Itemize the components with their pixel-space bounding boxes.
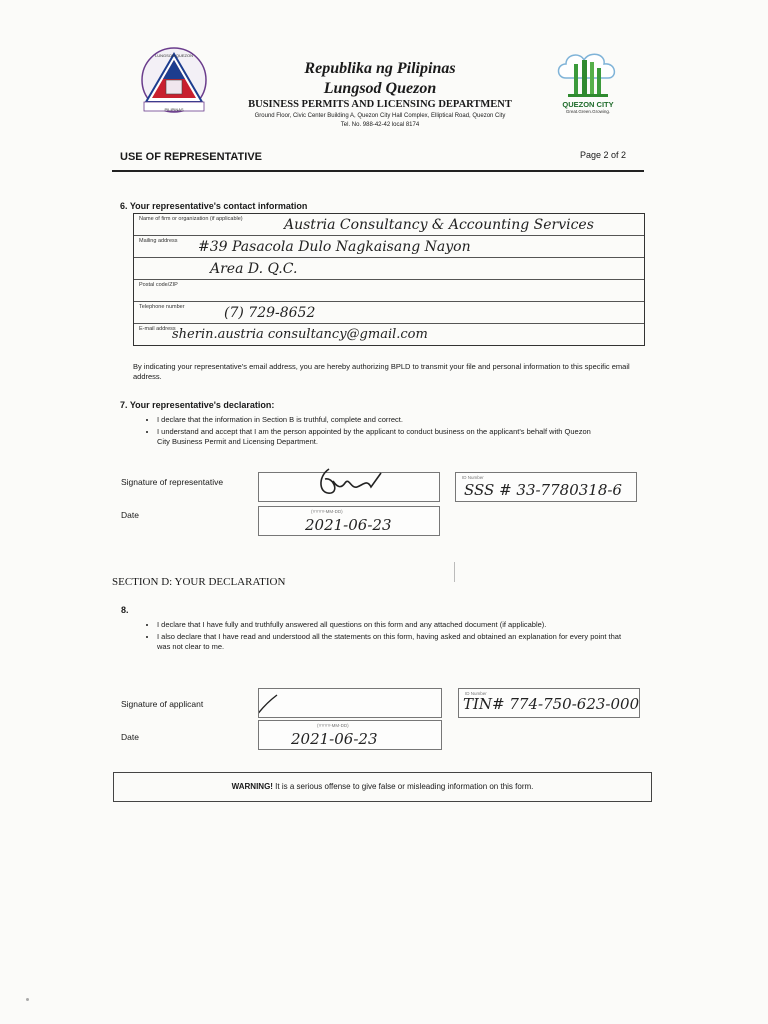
mailing-address-value-2[interactable]: Area D. Q.C.	[210, 261, 298, 277]
header-republic: Republika ng Pilipinas	[304, 60, 456, 77]
section-d-bullets	[135, 620, 635, 654]
applicant-date-value: 2021-06-23	[291, 730, 378, 748]
section-8-number: 8.	[121, 605, 129, 615]
applicant-date-box[interactable]	[258, 720, 442, 750]
mailing-address-row-2	[134, 258, 644, 280]
logo-city-name: QUEZON CITY	[562, 100, 614, 109]
rep-id-box[interactable]	[455, 472, 637, 502]
applicant-id-caption: ID Number	[465, 691, 487, 696]
telephone-value[interactable]: (7) 729-8652	[224, 305, 316, 321]
postal-code-row	[134, 280, 644, 302]
section-d-bullet-1: • I declare that I have fully and truthfully answered all questions on this form and any attached document (if applicable).	[157, 620, 635, 630]
contact-info-table	[133, 213, 645, 346]
scan-dot	[26, 998, 29, 1001]
section-7-bullets	[135, 415, 605, 449]
rep-id-value: SSS # 33-7780318-6	[464, 481, 622, 499]
section-7-bullet-2: • I understand and accept that I am the person appointed by the applicant to conduct business on the applicant's behalf with Quezon City Business Permit and Licensing Department.	[157, 427, 605, 447]
warning-text	[114, 782, 651, 791]
section-7-bullet-1: • I declare that the information in Section B is truthful, complete and correct.	[157, 415, 605, 425]
rep-date-label: Date	[121, 510, 139, 520]
section-d-bullet-2: • I also declare that I have read and understood all the statements on this form, having asked and obtained an explanation for every point that was not clear to me.	[157, 632, 635, 652]
rep-signature-box[interactable]	[258, 472, 440, 502]
section-7-heading: 7. Your representative's declaration:	[120, 400, 275, 410]
applicant-signature-label: Signature of applicant	[121, 699, 204, 709]
email-authorization-note: By indicating your representative's email address, you are hereby authorizing BPLD to transmit your file and personal information to this specific email address.	[133, 362, 630, 381]
applicant-date-label: Date	[121, 732, 139, 742]
email-label: E-mail address	[139, 326, 176, 332]
warning-strong: WARNING!	[231, 782, 273, 791]
form-title: USE OF REPRESENTATIVE	[120, 151, 263, 163]
postal-code-label: Postal code/ZIP	[139, 282, 178, 288]
rep-date-value: 2021-06-23	[305, 516, 392, 534]
firm-name-label: Name of firm or organization (if applicable)	[139, 216, 243, 222]
mailing-address-label: Mailing address	[139, 238, 178, 244]
rep-date-box[interactable]	[258, 506, 440, 536]
header-department: BUSINESS PERMITS AND LICENSING DEPARTMENT	[248, 99, 512, 110]
applicant-id-value: TIN# 774-750-623-000	[463, 695, 640, 713]
warning-message: It is a serious offense to give false or misleading information on this form.	[272, 782, 534, 791]
scan-mark	[454, 562, 455, 582]
header-address: Ground Floor, Civic Center Building A, Quezon City Hall Complex, Elliptical Road, Quezon City	[254, 113, 506, 119]
telephone-label: Telephone number	[139, 304, 185, 310]
applicant-signature-mark-icon	[259, 689, 441, 717]
page-number: Page 2 of 2	[580, 150, 627, 160]
section-6-heading: 6. Your representative's contact information	[120, 201, 308, 211]
logo-tagline: Great.Green.Growing.	[565, 109, 611, 114]
seal-top-text: LUNGSOD QUEZON	[154, 53, 193, 58]
applicant-signature-box[interactable]	[258, 688, 442, 718]
firm-name-value[interactable]: Austria Consultancy & Accounting Services	[284, 217, 594, 233]
rep-signature-label: Signature of representative	[121, 477, 224, 487]
header-divider	[112, 170, 644, 172]
rep-signature-scribble-icon	[259, 473, 439, 501]
applicant-date-caption: (YYYY-MM-DD)	[317, 723, 349, 728]
firm-name-row	[134, 214, 644, 236]
rep-date-caption: (YYYY-MM-DD)	[311, 509, 343, 514]
applicant-id-box[interactable]	[458, 688, 640, 718]
header-city: Lungsod Quezon	[323, 80, 437, 97]
warning-box	[113, 772, 652, 802]
email-value[interactable]: sherin.austria consultancy@gmail.com	[172, 327, 428, 342]
mailing-address-value[interactable]: #39 Pasacola Dulo Nagkaisang Nayon	[198, 239, 471, 255]
mailing-address-row	[134, 236, 644, 258]
email-row	[134, 324, 644, 345]
section-d-heading: SECTION D: YOUR DECLARATION	[112, 576, 286, 588]
telephone-row	[134, 302, 644, 324]
seal-bottom-text: PILIPINAS	[164, 107, 184, 112]
rep-id-caption: ID Number	[462, 475, 484, 480]
header-tel: Tel. No. 988-42-42 local 8174	[340, 122, 420, 128]
